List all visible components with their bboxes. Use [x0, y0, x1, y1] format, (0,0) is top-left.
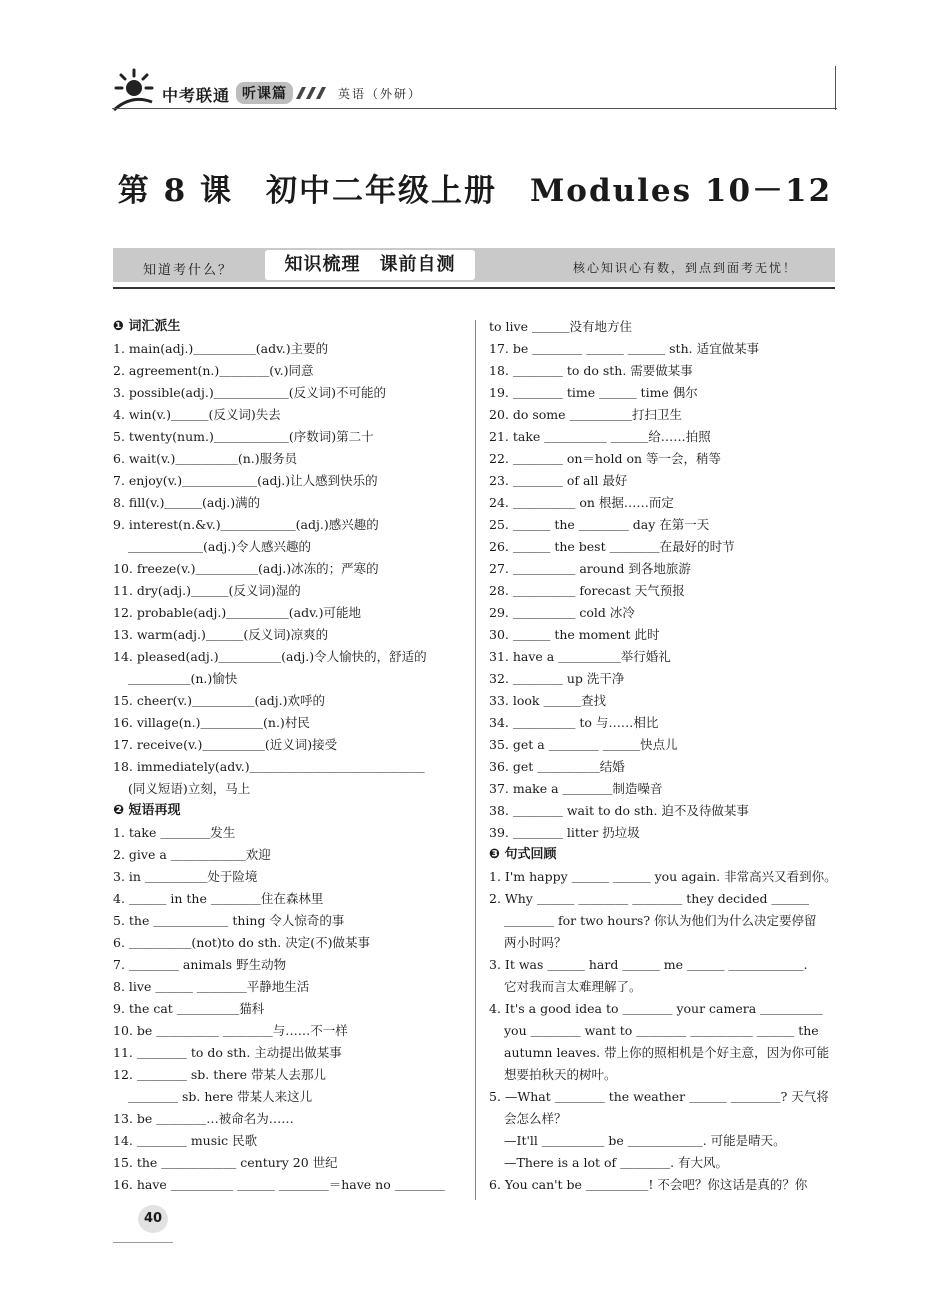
exercise-line: 20. do some ＿＿＿＿＿打扫卫生 [489, 407, 683, 422]
exercise-line: 3. It was ＿＿＿ hard ＿＿＿ me ＿＿＿ ＿＿＿＿＿＿. [489, 957, 808, 972]
exercise-line: 6. ＿＿＿＿＿(not)to do sth. 决定(不)做某事 [113, 935, 370, 950]
exercise-line: 27. ＿＿＿＿＿ around 到各地旅游 [489, 561, 691, 576]
exercise-line: 7. ＿＿＿＿ animals 野生动物 [113, 957, 287, 972]
exercise-line: 30. ＿＿＿ the moment 此时 [489, 627, 660, 642]
exercise-line: 28. ＿＿＿＿＿ forecast 天气预报 [489, 583, 685, 598]
exercise-line: 6. You can't be ＿＿＿＿＿! 不会吧？你这话是真的？你 [489, 1177, 808, 1192]
exercise-line: 9. the cat ＿＿＿＿＿猫科 [113, 1001, 265, 1016]
exercise-line: 15. cheer(v.)＿＿＿＿＿(adj.)欢呼的 [113, 693, 326, 708]
exercise-line: 15. the ＿＿＿＿＿＿ century 20 世纪 [113, 1155, 338, 1170]
section-heading: ❸ 句式回顾 [489, 847, 557, 862]
exercise-line: 24. ＿＿＿＿＿ on 根据……而定 [489, 495, 674, 510]
exercise-line: 39. ＿＿＿＿ litter 扔垃圾 [489, 825, 640, 840]
exercise-line: —It'll ＿＿＿＿＿ be ＿＿＿＿＿＿. 可能是晴天。 [504, 1133, 786, 1148]
exercise-line: 29. ＿＿＿＿＿ cold 冰冷 [489, 605, 635, 620]
exercise-line: 1. main(adj.)＿＿＿＿＿(adv.)主要的 [113, 341, 329, 356]
footer-rule [113, 1242, 173, 1243]
banner-middle: 知识梳理 课前自测 [265, 250, 475, 280]
exercise-line: 14. ＿＿＿＿ music 民歌 [113, 1133, 258, 1148]
exercise-line: 37. make a ＿＿＿＿制造噪音 [489, 781, 663, 796]
exercise-line: 23. ＿＿＿＿ of all 最好 [489, 473, 628, 488]
page-footer [113, 1200, 193, 1250]
exercise-line: 34. ＿＿＿＿＿ to 与……相比 [489, 715, 659, 730]
exercise-line: 5. the ＿＿＿＿＿＿ thing 令人惊奇的事 [113, 913, 345, 928]
exercise-line: 8. live ＿＿＿ ＿＿＿＿平静地生活 [113, 979, 310, 994]
exercise-line: 8. fill(v.)＿＿＿(adj.)满的 [113, 495, 261, 510]
exercise-line: autumn leaves. 带上你的照相机是个好主意，因为你可能 [504, 1045, 830, 1060]
exercise-line: 6. wait(v.)＿＿＿＿＿(n.)服务员 [113, 451, 298, 466]
exercise-line: 1. take ＿＿＿＿发生 [113, 825, 236, 840]
exercise-line: 22. ＿＿＿＿ on＝hold on 等一会，稍等 [489, 451, 722, 466]
exercise-line: 18. immediately(adv.)＿＿＿＿＿＿＿＿＿＿＿＿＿＿ [113, 759, 425, 774]
exercise-line: 1. I'm happy ＿＿＿ ＿＿＿ you again. 非常高兴又看到你。 [489, 869, 837, 884]
exercise-line: to live ＿＿＿没有地方住 [489, 319, 632, 334]
page-header [112, 64, 837, 112]
banner-right: 核心知识心有数，到点到面考无忧！ [572, 261, 797, 275]
exercise-line: 10. be ＿＿＿＿＿ ＿＿＿＿与……不一样 [113, 1023, 348, 1038]
exercise-line: 2. give a ＿＿＿＿＿＿欢迎 [113, 847, 271, 862]
exercise-line: 2. Why ＿＿＿ ＿＿＿＿ ＿＿＿＿ they decided ＿＿＿ [489, 891, 810, 906]
exercise-line: 26. ＿＿＿ the best ＿＿＿＿在最好的时节 [489, 539, 735, 554]
exercise-line: 11. dry(adj.)＿＿＿(反义词)湿的 [113, 583, 301, 598]
exercise-line: 31. have a ＿＿＿＿＿举行婚礼 [489, 649, 671, 664]
exercise-line: 它对我而言太难理解了。 [504, 979, 642, 994]
section-banner [113, 248, 835, 282]
exercise-line: 2. agreement(n.)＿＿＿＿(v.)同意 [113, 363, 314, 378]
exercise-line: 16. village(n.)＿＿＿＿＿(n.)村民 [113, 715, 310, 730]
exercise-line: ＿＿＿＿＿(n.)愉快 [128, 671, 238, 686]
exercise-line: 9. interest(n.&v.)＿＿＿＿＿＿(adj.)感兴趣的 [113, 517, 379, 532]
page-number: 40 [138, 1205, 168, 1233]
exercise-line: 会怎么样？ [504, 1111, 567, 1126]
exercise-line: 13. warm(adj.)＿＿＿(反义词)凉爽的 [113, 627, 329, 642]
exercise-line: ＿＿＿＿＿＿(adj.)令人感兴趣的 [128, 539, 312, 554]
header-corner-rule [835, 66, 836, 110]
exercise-line: 36. get ＿＿＿＿＿结婚 [489, 759, 625, 774]
exercise-line: 25. ＿＿＿ the ＿＿＿＿ day 在第一天 [489, 517, 710, 532]
exercise-line: 21. take ＿＿＿＿＿ ＿＿＿给……拍照 [489, 429, 711, 444]
right-column [489, 316, 839, 1196]
column-divider [475, 320, 476, 1200]
section-heading: ❷ 短语再现 [113, 803, 181, 818]
exercise-line: 33. look ＿＿＿查找 [489, 693, 606, 708]
exercise-line: 3. possible(adj.)＿＿＿＿＿＿(反义词)不可能的 [113, 385, 386, 400]
section-heading: ❶ 词汇派生 [113, 319, 181, 334]
section-badge: 听课篇 [236, 82, 293, 104]
exercise-line: 16. have ＿＿＿＿＿ ＿＿＿ ＿＿＿＿＝have no ＿＿＿＿ [113, 1177, 445, 1192]
exercise-line: ＿＿＿＿ sb. here 带某人来这儿 [128, 1089, 313, 1104]
exercise-line: 4. win(v.)＿＿＿(反义词)失去 [113, 407, 281, 422]
page-title: 第 8 课 初中二年级上册 Modules 10－12 [117, 173, 833, 209]
exercise-line: 5. twenty(num.)＿＿＿＿＿＿(序数词)第二十 [113, 429, 374, 444]
exercise-line: you ＿＿＿＿ want to ＿＿＿＿ ＿＿＿＿＿ ＿＿＿ the [504, 1023, 819, 1038]
exercise-line: 5. —What ＿＿＿＿ the weather ＿＿＿ ＿＿＿＿? 天气将 [489, 1089, 829, 1104]
exercise-line: 4. ＿＿＿ in the ＿＿＿＿住在森林里 [113, 891, 324, 906]
exercise-line: 13. be ＿＿＿＿…被命名为…… [113, 1111, 294, 1126]
banner-rule [113, 287, 835, 289]
exercise-line: 19. ＿＿＿＿ time ＿＿＿ time 偶尔 [489, 385, 698, 400]
exercise-line: (同义短语)立刻，马上 [128, 781, 251, 796]
left-column [113, 316, 465, 1196]
exercise-line: 11. ＿＿＿＿ to do sth. 主动提出做某事 [113, 1045, 342, 1060]
exercise-line: —There is a lot of ＿＿＿＿. 有大风。 [504, 1155, 729, 1170]
slash-decoration-icon [296, 87, 336, 99]
exercise-line: ＿＿＿＿ for two hours? 你认为他们为什么决定要停留 [504, 913, 817, 928]
exercise-line: 17. receive(v.)＿＿＿＿＿(近义词)接受 [113, 737, 338, 752]
exercise-line: 38. ＿＿＿＿ wait to do sth. 迫不及待做某事 [489, 803, 749, 818]
exercise-line: 12. probable(adj.)＿＿＿＿＿(adv.)可能地 [113, 605, 362, 620]
banner-left: 知道考什么？ [143, 263, 234, 278]
exercise-line: 18. ＿＿＿＿ to do sth. 需要做某事 [489, 363, 693, 378]
subject-label: 英语（外研） [338, 87, 423, 101]
exercise-line: 两小时吗？ [504, 935, 567, 950]
exercise-line: 17. be ＿＿＿＿ ＿＿＿ ＿＿＿ sth. 适宜做某事 [489, 341, 760, 356]
brand-name: 中考联通 [162, 86, 231, 105]
exercise-line: 想要拍秋天的树叶。 [504, 1067, 617, 1082]
exercise-line: 32. ＿＿＿＿ up 洗干净 [489, 671, 625, 686]
exercise-line: 4. It's a good idea to ＿＿＿＿ your camera ＿＿＿＿＿ [489, 1001, 823, 1016]
exercise-line: 3. in ＿＿＿＿＿处于险境 [113, 869, 258, 884]
header-rule [112, 108, 837, 109]
exercise-line: 10. freeze(v.)＿＿＿＿＿(adj.)冰冻的；严寒的 [113, 561, 379, 576]
exercise-line: 12. ＿＿＿＿ sb. there 带某人去那儿 [113, 1067, 327, 1082]
exercise-line: 7. enjoy(v.)＿＿＿＿＿＿(adj.)让人感到快乐的 [113, 473, 378, 488]
exercise-line: 14. pleased(adj.)＿＿＿＿＿(adj.)令人愉快的，舒适的 [113, 649, 427, 664]
exercise-line: 35. get a ＿＿＿＿ ＿＿＿快点儿 [489, 737, 678, 752]
